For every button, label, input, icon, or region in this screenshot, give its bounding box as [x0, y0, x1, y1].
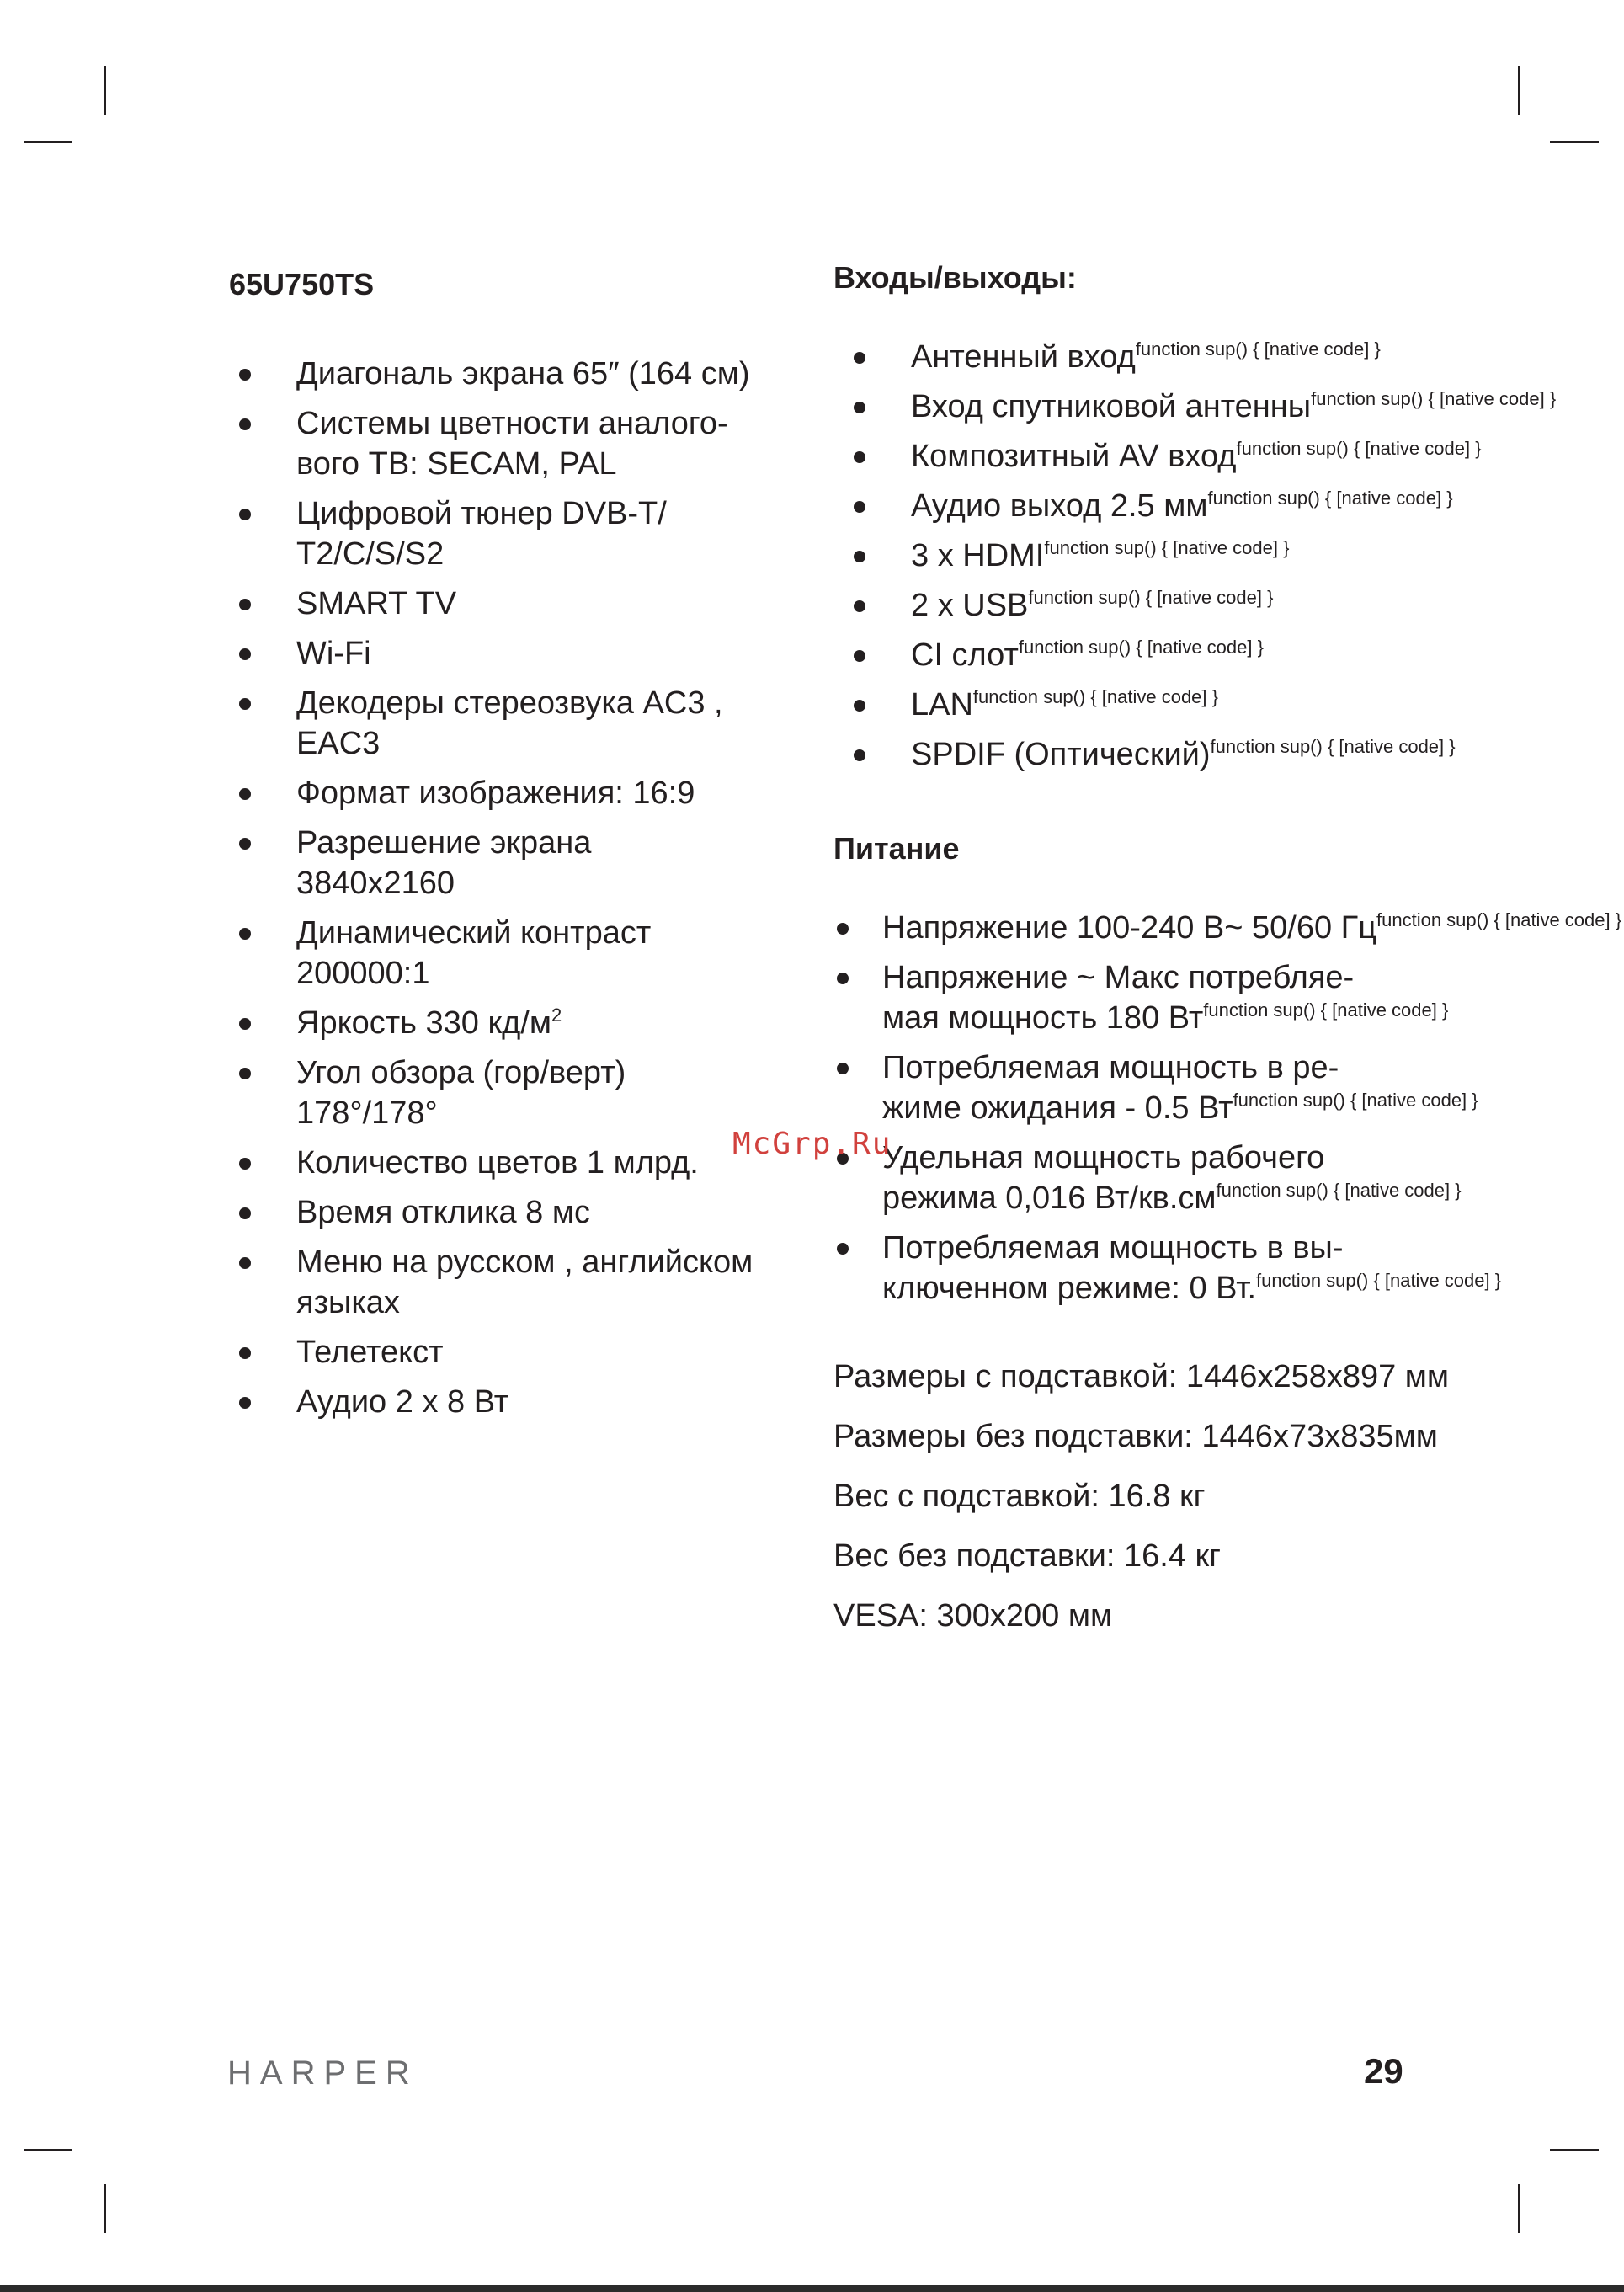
spec-item — [229, 1332, 753, 1373]
list-item-text: вого ТВ: SECAM, PAL — [296, 446, 617, 482]
spec-item — [229, 493, 753, 574]
size-without-stand: Размеры без подставки: 1446x73x835мм — [833, 1419, 1438, 1454]
list-item-text: Разрешение экрана — [296, 825, 592, 861]
superscript: function sup() { [native code] } — [972, 686, 1218, 707]
spec-item — [229, 823, 753, 903]
list-item-text: Вход спутниковой антенны$^{function sup() \{ [native code] \}}$ — [911, 388, 1557, 424]
list-item-text: SPDIF (Оптический)$^{function sup() \{ [native code] \}}$ — [911, 736, 1456, 772]
spec-item — [229, 1003, 753, 1043]
crop-mark-bottom-right-vertical — [1518, 2184, 1520, 2233]
bullet-icon — [239, 698, 251, 710]
io-section-title: Входы/выходы: — [833, 260, 1077, 295]
io-item — [833, 685, 1556, 725]
spec-item — [229, 1192, 753, 1233]
power-item — [833, 1138, 1621, 1218]
scan-edge — [0, 2285, 1624, 2292]
list-item-text: Цифровой тюнер DVB-T/ — [296, 496, 667, 531]
spec-item — [229, 1382, 753, 1422]
list-item-text: мая мощность 180 $Вт^{function sup() \{ [native code] \}}$ — [882, 999, 1449, 1036]
superscript: function sup() { [native code] } — [1028, 587, 1274, 608]
io-item — [833, 486, 1556, 526]
superscript: function sup() { [native code] } — [1376, 909, 1622, 930]
bullet-icon — [854, 352, 865, 364]
bullet-icon — [837, 1063, 849, 1074]
power-item — [833, 1228, 1621, 1309]
crop-mark-top-left-vertical — [104, 66, 106, 115]
io-list — [833, 337, 1556, 784]
list-item-text: Удельная мощность рабочего — [882, 1140, 1325, 1175]
list-item-text: Wi-Fi — [296, 636, 371, 671]
crop-mark-bottom-right-horizontal — [1550, 2149, 1599, 2151]
bullet-icon — [239, 1397, 251, 1409]
spec-item — [229, 683, 753, 764]
list-item-text: EAC3 — [296, 726, 381, 761]
list-item-text: Аудио 2 x 8 Вт — [296, 1384, 509, 1420]
bullet-icon — [239, 1018, 251, 1030]
superscript: function sup() { [native code] } — [1135, 338, 1381, 360]
list-item-text: Угол обзора (гор/верт) — [296, 1055, 626, 1090]
list-item-text: языках — [296, 1285, 400, 1320]
superscript: function sup() { [native code] } — [1311, 388, 1557, 409]
power-list — [833, 908, 1621, 1318]
list-item-text: Потребляемая мощность в вы- — [882, 1230, 1344, 1266]
list-item-text: 3 x $HDMI^{function sup() \{ [native code] \}}$ — [911, 537, 1290, 573]
power-item — [833, 1047, 1621, 1128]
list-item-text: 3840x2160 — [296, 866, 455, 901]
bullet-icon — [837, 1243, 849, 1255]
superscript: function sup() { [native code] } — [1044, 537, 1290, 558]
superscript: function sup() { [native code] } — [1203, 999, 1449, 1021]
spec-item — [229, 584, 753, 624]
superscript: function sup() { [native code] } — [1256, 1270, 1502, 1291]
superscript: function sup() { [native code] } — [1207, 488, 1453, 509]
spec-item — [229, 1053, 753, 1133]
list-item-text: Формат изображения: 16:9 — [296, 776, 695, 811]
bullet-icon — [854, 749, 865, 761]
spec-item — [229, 403, 753, 484]
bullet-icon — [854, 551, 865, 562]
bullet-icon — [239, 648, 251, 660]
spec-item — [229, 773, 753, 813]
bullet-icon — [837, 923, 849, 935]
list-item-text: Аудио выход 2.5 $мм^{function sup() \{ [native code] \}}$ — [911, 488, 1453, 524]
superscript: function sup() { [native code] } — [1236, 438, 1482, 459]
superscript: function sup() { [native code] } — [1233, 1090, 1478, 1111]
list-item-text: Динамический контраст — [296, 915, 652, 951]
bullet-icon — [239, 1347, 251, 1359]
bullet-icon — [239, 838, 251, 850]
model-title: 65U750TS — [229, 267, 375, 301]
bullet-icon — [239, 418, 251, 430]
bullet-icon — [239, 1207, 251, 1219]
bullet-icon — [854, 402, 865, 413]
bullet-icon — [239, 1158, 251, 1170]
weight-with-stand: Вес с подставкой: 16.8 кг — [833, 1479, 1206, 1514]
list-item-text: Системы цветности аналого- — [296, 406, 728, 441]
list-item-text: Количество цветов 1 млрд. — [296, 1145, 699, 1181]
list-item-text: CI слот$^{function sup() \{ [native code] \}}$ — [911, 637, 1264, 673]
crop-mark-top-left-horizontal — [24, 141, 72, 143]
size-with-stand: Размеры с подставкой: 1446x258x897 мм — [833, 1359, 1450, 1394]
list-item-text: Напряжение 100-240 В~ 50/60 $Гц^{function sup() \{ [native code] \}}$ — [882, 909, 1622, 946]
io-item — [833, 585, 1556, 626]
list-item-text: Диагональ экрана 65″ (164 см) — [296, 356, 750, 392]
brand-logo: HARPER — [227, 2055, 418, 2092]
spec-item — [229, 913, 753, 994]
power-item — [833, 957, 1621, 1038]
specs-left-list — [229, 354, 753, 1431]
superscript: function sup() { [native code] } — [1216, 1180, 1462, 1201]
list-item-text: Декодеры стереозвука AC3 , — [296, 685, 723, 721]
bullet-icon — [854, 650, 865, 662]
list-item-text: Антенный вход$^{function sup() \{ [native code] \}}$ — [911, 338, 1381, 375]
vesa-mount: VESA: 300x200 мм — [833, 1598, 1113, 1634]
bullet-icon — [854, 451, 865, 463]
io-item — [833, 337, 1556, 377]
list-item-text: жиме ожидания - 0.5 $Вт^{function sup() \{ [native code] \}}$ — [882, 1090, 1478, 1126]
list-item-text: Напряжение ~ Макс потребляе- — [882, 960, 1355, 995]
crop-mark-bottom-left-vertical — [104, 2184, 106, 2233]
superscript: function sup() { [native code] } — [1210, 736, 1456, 757]
io-item — [833, 386, 1556, 427]
bullet-icon — [239, 928, 251, 940]
bullet-icon — [239, 509, 251, 520]
superscript: 2 — [551, 1005, 562, 1026]
bullet-icon — [854, 501, 865, 513]
bullet-icon — [239, 1257, 251, 1269]
bullet-icon — [239, 788, 251, 800]
list-item-text: Меню на русском , английском — [296, 1245, 753, 1280]
crop-mark-top-right-vertical — [1518, 66, 1520, 115]
spec-item — [229, 354, 753, 394]
bullet-icon — [239, 1068, 251, 1079]
list-item-text: SMART TV — [296, 586, 457, 621]
dimensions-block — [833, 1357, 1507, 1655]
bullet-icon — [837, 973, 849, 984]
spec-item — [229, 1242, 753, 1323]
bullet-icon — [239, 599, 251, 610]
list-item-text: $LAN^{function sup() \{ [native code] \}}$ — [911, 686, 1218, 722]
io-item — [833, 635, 1556, 675]
watermark: McGrp.Ru — [732, 1127, 892, 1161]
list-item-text: 200000:1 — [296, 956, 430, 991]
list-item-text: 178°/178° — [296, 1095, 438, 1131]
power-item — [833, 908, 1621, 948]
io-item — [833, 436, 1556, 477]
list-item-text: Телетекст — [296, 1335, 444, 1370]
list-item-text: Потребляемая мощность в ре- — [882, 1050, 1339, 1085]
bullet-icon — [239, 369, 251, 381]
io-item — [833, 536, 1556, 576]
page-number: 29 — [1364, 2051, 1403, 2091]
list-item-text: Яркость 330 $кд/м^2$ — [296, 1005, 562, 1041]
io-item — [833, 734, 1556, 775]
crop-mark-bottom-left-horizontal — [24, 2149, 72, 2151]
list-item-text: ключенном режиме: 0 Вт.$^{function sup() \{ [native code] \}}$ — [882, 1270, 1502, 1306]
list-item-text: Время отклика 8 мс — [296, 1195, 590, 1230]
weight-without-stand: Вес без подставки: 16.4 кг — [833, 1538, 1221, 1574]
power-section-title: Питание — [833, 831, 960, 866]
list-item-text: режима 0,016 $Вт/кв.см^{function sup() \{ [native code] \}}$ — [882, 1180, 1462, 1216]
spec-item — [229, 1143, 753, 1183]
bullet-icon — [854, 700, 865, 712]
spec-item — [229, 633, 753, 674]
superscript: function sup() { [native code] } — [1018, 637, 1264, 658]
list-item-text: 2 x $USB^{function sup() \{ [native code] \}}$ — [911, 587, 1274, 623]
bullet-icon — [854, 600, 865, 612]
list-item-text: T2/C/S/S2 — [296, 536, 445, 572]
crop-mark-top-right-horizontal — [1550, 141, 1599, 143]
list-item-text: Композитный AV вход$^{function sup() \{ [native code] \}}$ — [911, 438, 1482, 474]
